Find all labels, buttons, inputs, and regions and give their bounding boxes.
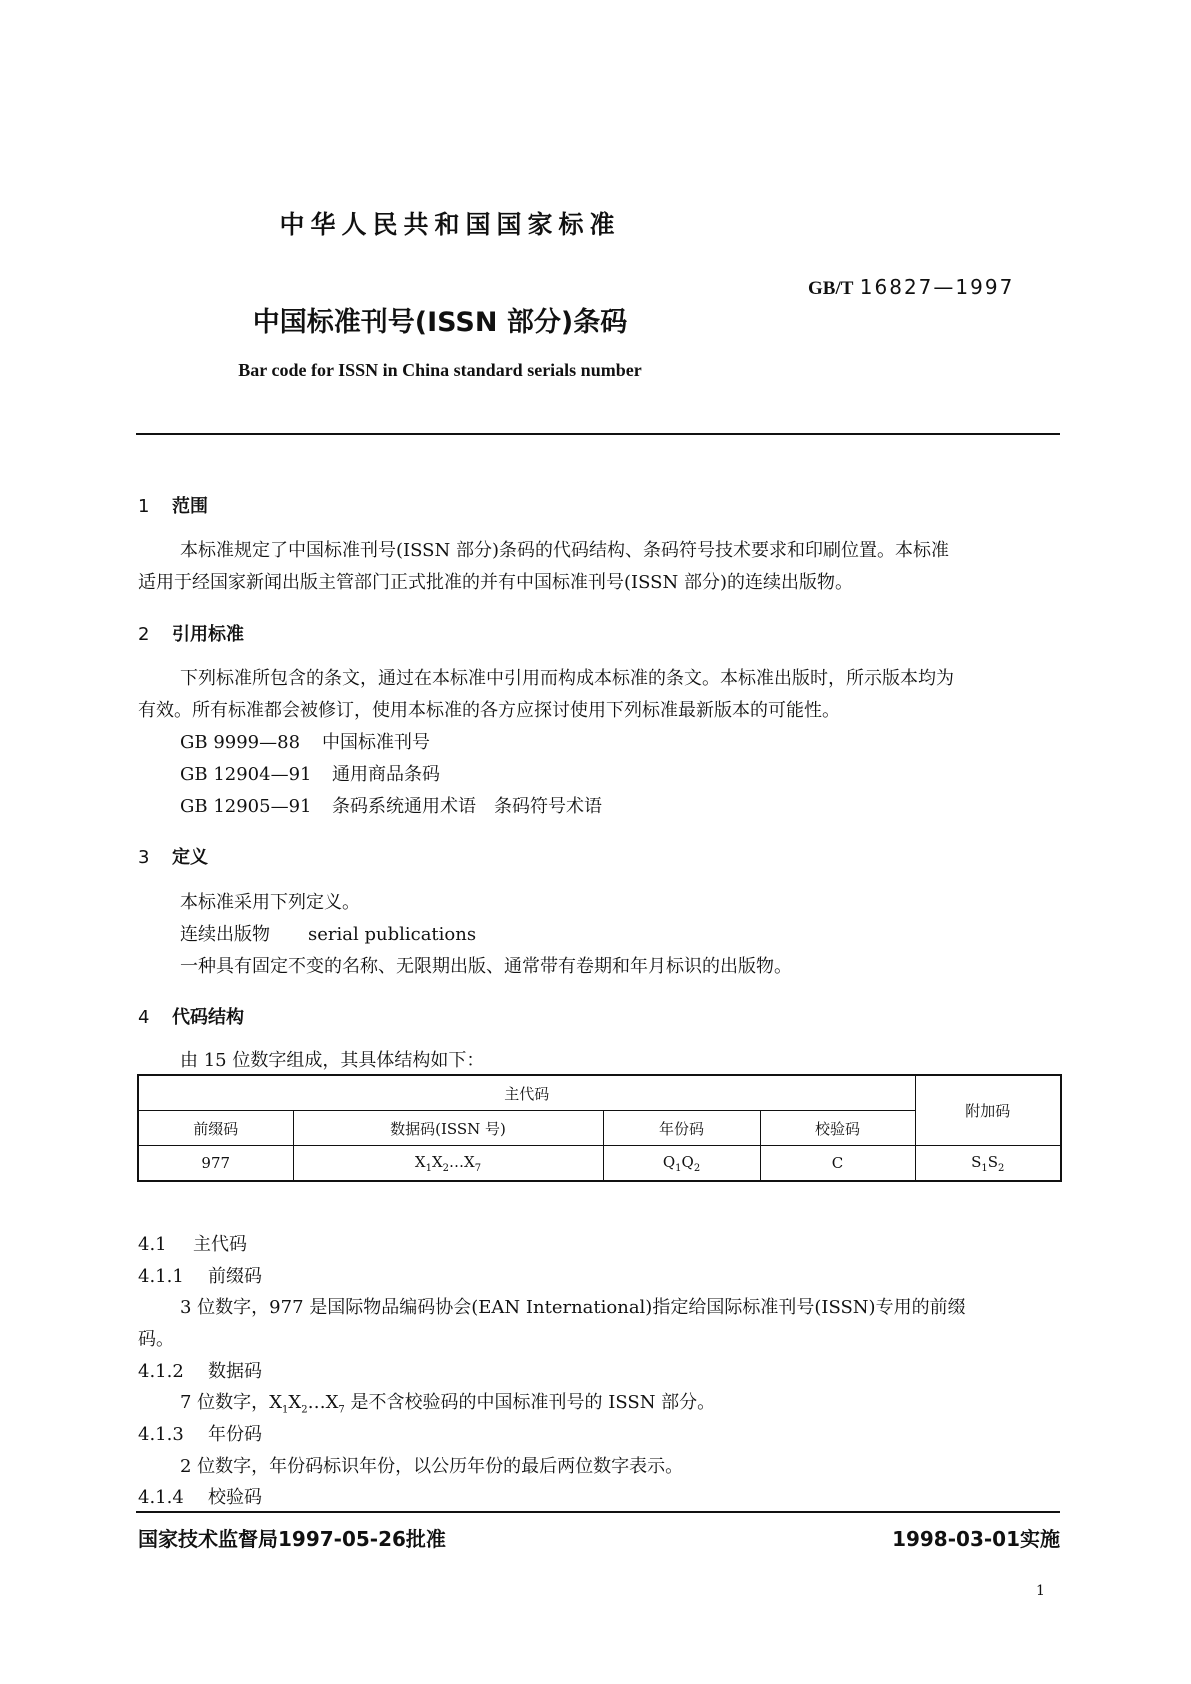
section-2-heading (138, 620, 244, 646)
prefix-value: 977 (138, 1146, 293, 1182)
reference-item (180, 728, 430, 754)
add-on-header: 附加码 (915, 1075, 1061, 1146)
section-4-number: 4 (138, 1007, 150, 1028)
footer-rule (136, 1511, 1060, 1513)
approval-date: 国家技术监督局1997-05-26批准 (138, 1527, 446, 1551)
section-4-heading (138, 1003, 244, 1029)
section-2-title: 引用标准 (172, 624, 244, 645)
code-structure-table (137, 1074, 1062, 1182)
term-english: serial publications (308, 924, 477, 945)
column-header: 前缀码 (138, 1111, 293, 1146)
data-code-value: $X_1X_2\dots X_7$ (293, 1146, 603, 1182)
reference-code: GB 12905—91 (180, 796, 312, 817)
section-2-number: 2 (138, 624, 150, 645)
reference-code: GB 9999—88 (180, 732, 301, 753)
subsection-4-1-2-text: 7 位数字，$X_1X_2\dots X_7$ 是不含校验码的中国标准刊号的 ISSN 部分。 (180, 1392, 716, 1416)
reference-name: 条码系统通用术语 条码符号术语 (332, 796, 602, 817)
standard-code: 16827—1997 (859, 275, 1015, 299)
section-2-para-line1: 下列标准所包含的条文，通过在本标准中引用而构成本标准的条文。本标准出版时，所示版本均为 (180, 668, 954, 689)
section-3-heading (138, 843, 208, 869)
subsection-4-1-3: 4.1.3 年份码 (138, 1424, 262, 1445)
section-3-line1: 本标准采用下列定义。 (180, 892, 360, 913)
title-english: Bar code for ISSN in China standard serials number (238, 360, 642, 380)
header-rule (136, 433, 1060, 435)
standard-prefix: GB/T (808, 278, 854, 299)
subsection-4-1-1-line1: 3 位数字，977 是国际物品编码协会(EAN International)指定给国际标准刊号(ISSN)专用的前缀 (180, 1297, 966, 1318)
table-row (138, 1075, 1061, 1111)
reference-name: 中国标准刊号 (322, 732, 430, 753)
effective-date: 1998-03-01实施 (892, 1527, 1060, 1551)
subsection-4-1-4: 4.1.4 校验码 (138, 1487, 262, 1508)
term-definition: 一种具有固定不变的名称、无限期出版、通常带有卷期和年月标识的出版物。 (180, 956, 792, 977)
reference-item (180, 792, 602, 818)
reference-item (180, 760, 440, 786)
column-header: 数据码(ISSN 号) (293, 1111, 603, 1146)
page-number: 1 (1036, 1583, 1045, 1599)
standard-number (808, 275, 1014, 300)
table-row (138, 1146, 1061, 1182)
term-line (180, 920, 476, 946)
reference-code: GB 12904—91 (180, 764, 312, 785)
section-3-number: 3 (138, 847, 150, 868)
section-4-title: 代码结构 (172, 1007, 244, 1028)
section-1-para-line1: 本标准规定了中国标准刊号(ISSN 部分)条码的代码结构、条码符号技术要求和印刷位置。本标准 (180, 540, 949, 561)
subsection-4-1-1-line2: 码。 (138, 1329, 174, 1350)
subsection-4-1-2: 4.1.2 数据码 (138, 1361, 262, 1382)
section-2-para-line2: 有效。所有标准都会被修订，使用本标准的各方应探讨使用下列标准最新版本的可能性。 (138, 700, 840, 721)
main-code-header: 主代码 (138, 1075, 915, 1111)
section-1-heading (138, 492, 208, 518)
add-on-value: $S_1S_2$ (915, 1146, 1061, 1182)
column-header: 校验码 (760, 1111, 915, 1146)
section-4-intro: 由 15 位数字组成，其具体结构如下： (180, 1050, 485, 1071)
subsection-4-1: 4.1 主代码 (138, 1234, 247, 1255)
subsection-4-1-1: 4.1.1 前缀码 (138, 1266, 262, 1287)
reference-name: 通用商品条码 (332, 764, 440, 785)
year-code-value: $Q_1Q_2$ (603, 1146, 760, 1182)
subsection-4-1-3-text: 2 位数字，年份码标识年份，以公历年份的最后两位数字表示。 (180, 1456, 684, 1477)
term-chinese: 连续出版物 (180, 924, 270, 945)
section-1-para-line2: 适用于经国家新闻出版主管部门正式批准的并有中国标准刊号(ISSN 部分)的连续出版物。 (138, 572, 853, 593)
section-1-number: 1 (138, 496, 150, 517)
section-3-title: 定义 (172, 847, 208, 868)
column-header: 年份码 (603, 1111, 760, 1146)
title-chinese: 中国标准刊号(ISSN 部分)条码 (252, 307, 628, 338)
section-1-title: 范围 (172, 496, 208, 517)
check-code-value: C (760, 1146, 915, 1182)
national-standard-heading: 中华人民共和国国家标准 (279, 210, 621, 239)
